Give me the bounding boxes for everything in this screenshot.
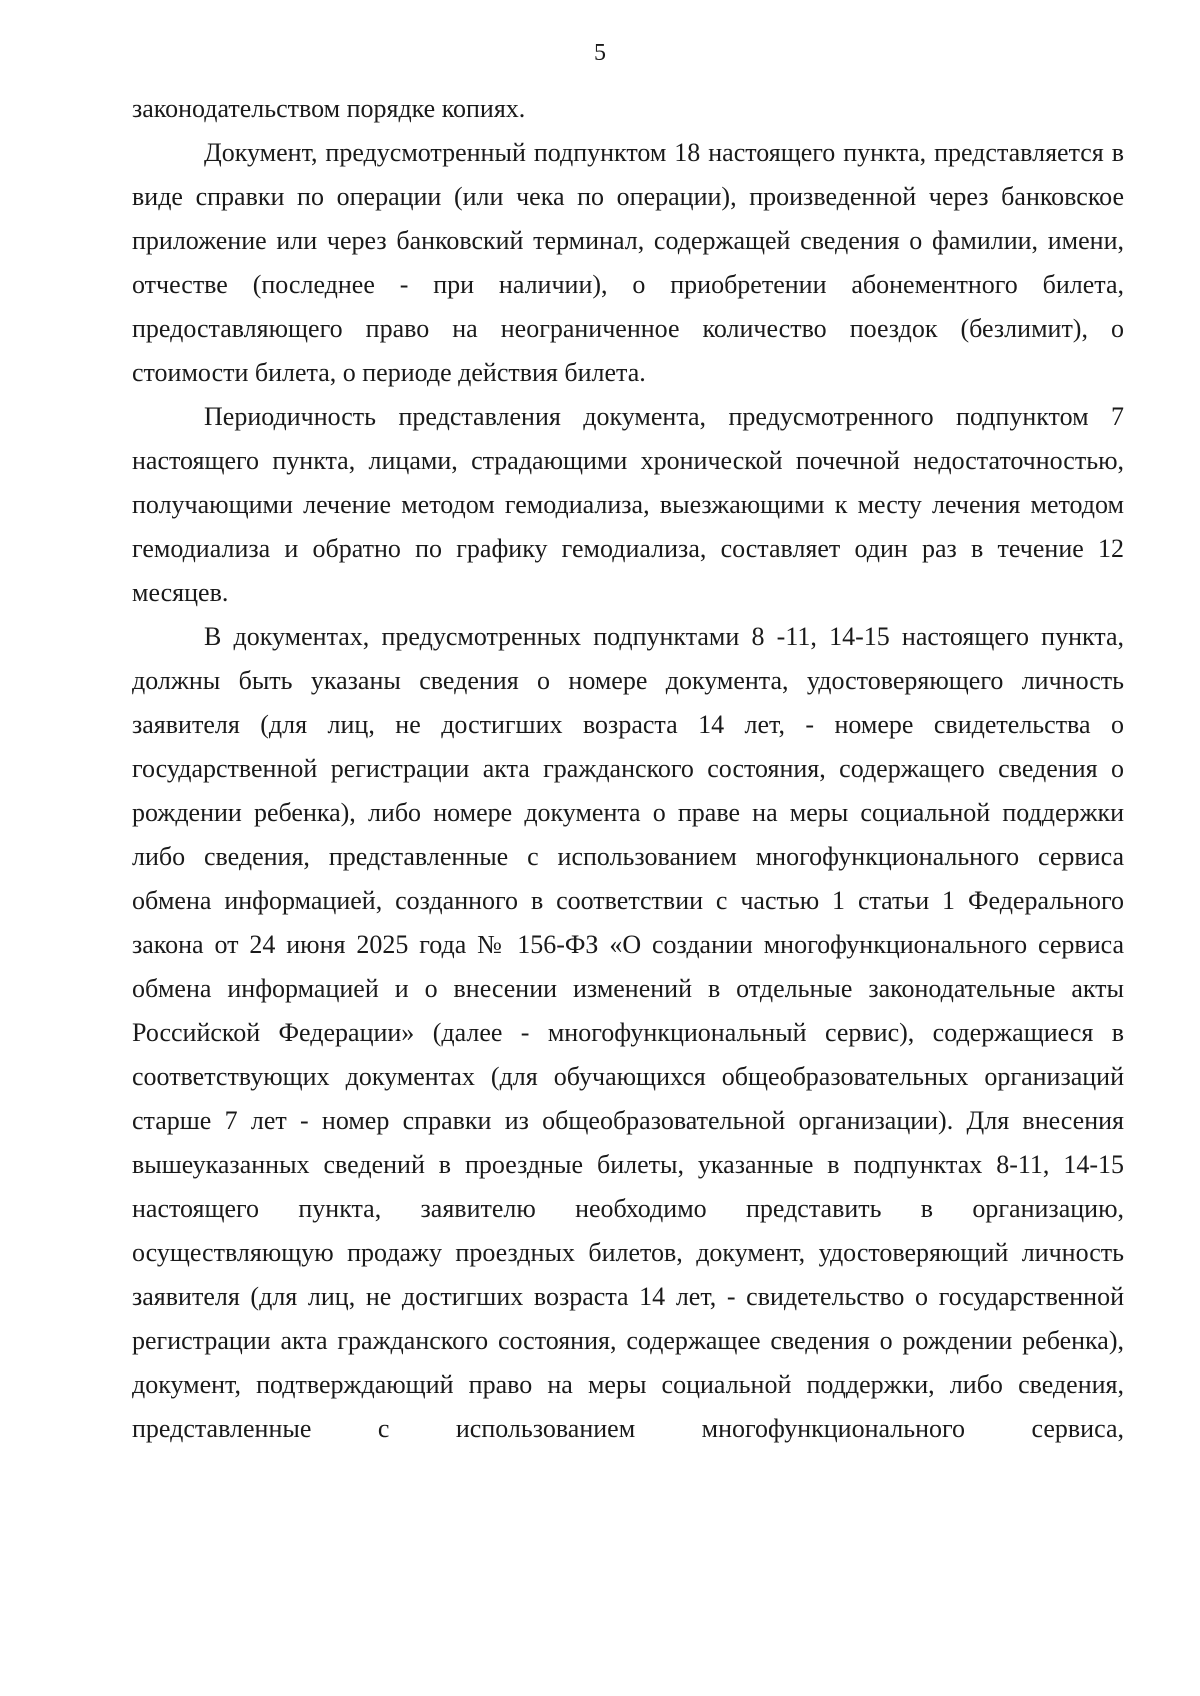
paragraph: Периодичность представления документа, предусмотренного подпунктом 7 настоящего пункта, лицами, страдающими хронической почечной недостаточностью, получающими лечение методом гемодиализа, выезжающими к месту лечения методом гемодиализа и обратно по графику гемодиализа, составляет один раз в течение 12 месяцев.	[132, 402, 1124, 607]
paragraph: законодательством порядке копиях.	[132, 94, 526, 123]
paragraph: Документ, предусмотренный подпунктом 18 настоящего пункта, представляется в виде справки по операции (или чека по операции), произведенной через банковское приложение или через банковский терминал, содержащей сведения о фамилии, имени, отчестве (последнее - при наличии), о приобретении абонементного билета, предоставляющего право на неограниченное количество поездок (безлимит), о стоимости билета, о периоде действия билета.	[132, 138, 1124, 387]
paragraph: В документах, предусмотренных подпунктами 8 -11, 14-15 настоящего пункта, должны быть указаны сведения о номере документа, удостоверяющего личность заявителя (для лиц, не достигших возраста 14 лет, - номере свидетельства о государственной регистрации акта гражданского состояния, содержащего сведения о рождении ребенка), либо номере документа о праве на меры социальной поддержки либо сведения, представленные с использованием многофункционального сервиса обмена информацией, созданного в соответствии с частью 1 статьи 1 Федерального закона от 24 июня 2025 года № 156-ФЗ «О создании многофункционального сервиса обмена информацией и о внесении изменений в отдельные законодательные акты Российской Федерации» (далее - многофункциональный сервис), содержащиеся в соответствующих документах (для обучающихся общеобразовательных организаций старше 7 лет - номер справки из общеобразовательной организации). Для внесения вышеуказанных сведений в проездные билеты, указанные в подпунктах 8-11, 14-15 настоящего пункта, заявителю необходимо представить в организацию, осуществляющую продажу проездных билетов, документ, удостоверяющий личность заявителя (для лиц, не достигших возраста 14 лет, - свидетельство о государственной регистрации акта гражданского состояния, содержащее сведения о рождении ребенка), документ, подтверждающий право на меры социальной поддержки, либо сведения, представленные с использованием многофункционального сервиса,	[132, 622, 1124, 1443]
body-text	[132, 87, 1124, 1451]
page-number: 5	[594, 40, 606, 66]
